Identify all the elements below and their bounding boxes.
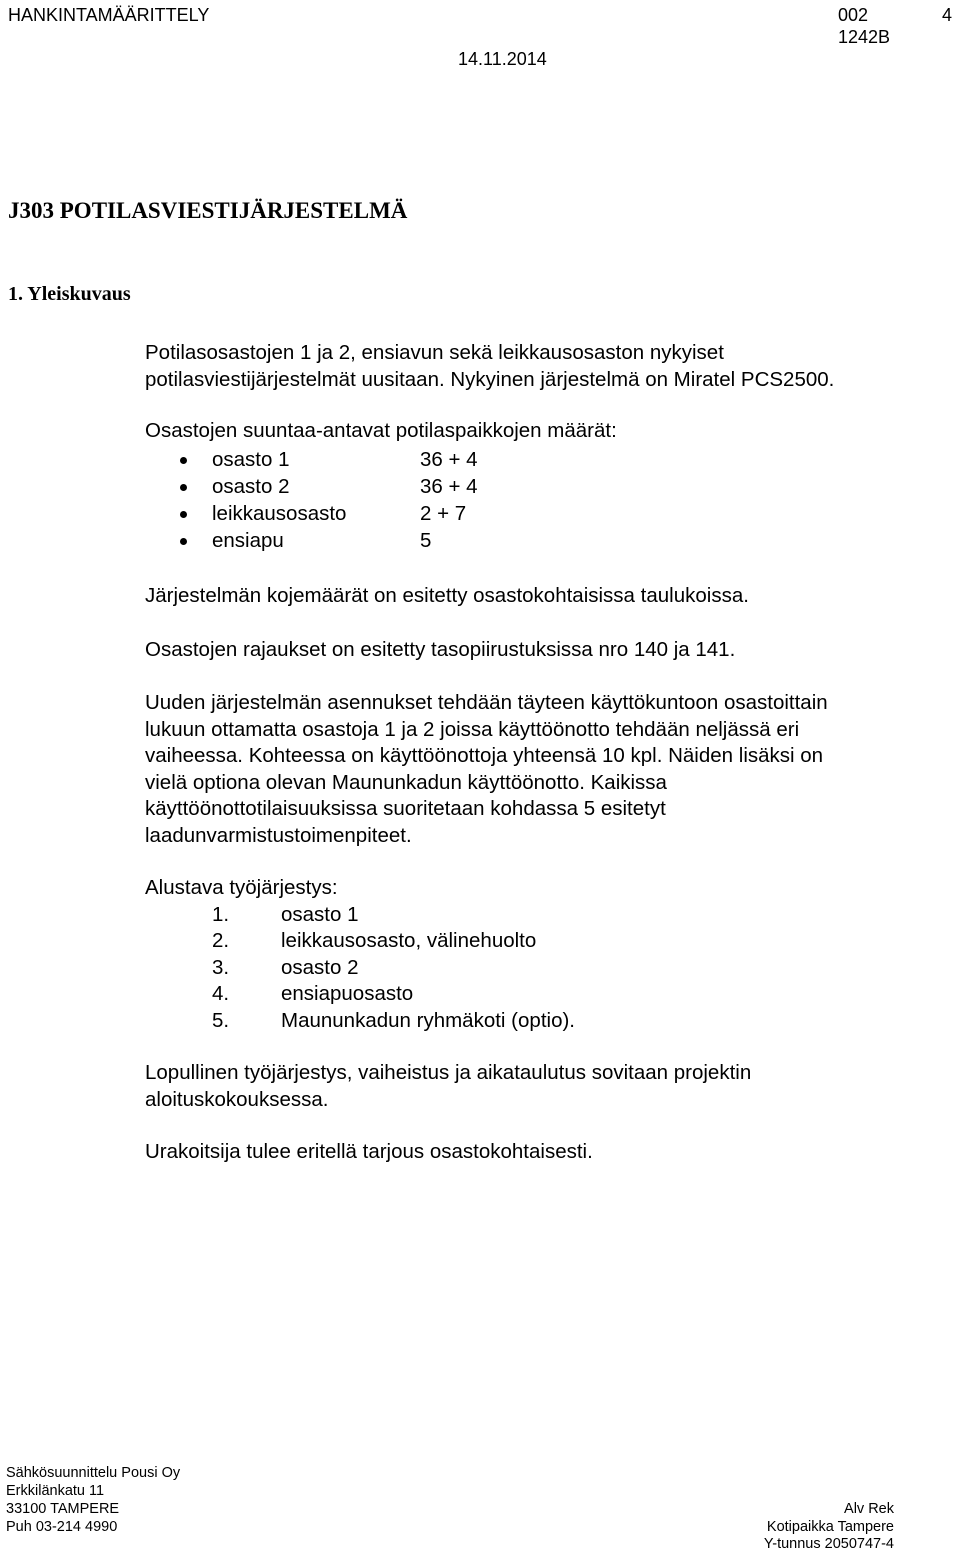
text-line: vaiheessa. Kohteessa on käyttöönottoja yhteensä 10 kpl. Näiden lisäksi on: [145, 744, 824, 767]
list-number: 2.: [212, 929, 230, 952]
bullet-name: osasto 1: [212, 448, 290, 471]
list-text: leikkausosasto, välinehuolto: [281, 929, 537, 952]
worklist-intro: Alustava työjärjestys:: [145, 876, 338, 899]
text-line: potilasviestijärjestelmät uusitaan. Nykyinen järjestelmä on Miratel PCS2500.: [145, 367, 835, 391]
bullet-value: 5: [420, 529, 432, 552]
list-text: Maununkadun ryhmäkoti (optio).: [281, 1009, 575, 1032]
boundaries-paragraph: Osastojen rajaukset on esitetty tasopiirustuksissa nro 140 ja 141.: [145, 638, 736, 661]
text-line: käyttöönottotilaisuuksissa suoritetaan kohdassa 5 esitetyt: [145, 797, 666, 820]
equipment-paragraph: Järjestelmän kojemäärät on esitetty osastokohtaisissa taulukoissa.: [145, 584, 749, 607]
bullet-name: osasto 2: [212, 475, 290, 498]
list-number: 3.: [212, 956, 230, 979]
list-number: 5.: [212, 1009, 230, 1032]
bullet-icon: [180, 457, 187, 464]
footer-domicile: Kotipaikka Tampere: [766, 1519, 894, 1535]
document-date: 14.11.2014: [458, 49, 547, 69]
footer-vat: Alv Rek: [844, 1501, 894, 1517]
list-text: ensiapuosasto: [281, 982, 414, 1005]
bullet-name: leikkausosasto: [212, 502, 347, 525]
bullet-value: 36 + 4: [420, 448, 478, 471]
bullet-icon: [180, 538, 187, 545]
document-code: 002: [838, 5, 869, 25]
bullet-name: ensiapu: [212, 529, 284, 552]
bullet-icon: [180, 511, 187, 518]
text-line: vielä optiona olevan Maununkadun käyttöönotto. Kaikissa: [145, 770, 667, 794]
list-text: osasto 2: [281, 956, 359, 979]
text-line: laadunvarmistustoimenpiteet.: [145, 823, 412, 847]
footer-city: 33100 TAMPERE: [6, 1501, 120, 1517]
project-number: 1242B: [838, 27, 891, 47]
page-number: 4: [942, 5, 953, 25]
page-title: J303 POTILASVIESTIJÄRJESTELMÄ: [8, 198, 408, 223]
text-line: Lopullinen työjärjestys, vaiheistus ja aikataulutus sovitaan projektin: [145, 1061, 752, 1084]
list-text: osasto 1: [281, 903, 359, 926]
list-number: 4.: [212, 982, 230, 1005]
bullets-intro: Osastojen suuntaa-antavat potilaspaikkojen määrät:: [145, 419, 617, 442]
footer-phone: Puh 03-214 4990: [6, 1519, 118, 1535]
bullet-value: 2 + 7: [420, 502, 467, 525]
intro-paragraph: [145, 340, 935, 393]
tender-paragraph: Urakoitsija tulee eritellä tarjous osastokohtaisesti.: [145, 1140, 593, 1163]
bullet-icon: [180, 484, 187, 491]
bullet-value: 36 + 4: [420, 475, 478, 498]
final-schedule-paragraph: [145, 1060, 935, 1113]
list-number: 1.: [212, 903, 230, 926]
document-type: HANKINTAMÄÄRITTELY: [8, 5, 210, 25]
installation-paragraph: [145, 690, 935, 849]
text-line: Uuden järjestelmän asennukset tehdään täyteen käyttökuntoon osastoittain: [145, 691, 828, 714]
text-line: aloituskokouksessa.: [145, 1087, 329, 1111]
text-line: lukuun ottamatta osastoja 1 ja 2 joissa käyttöönotto tehdään neljässä eri: [145, 717, 800, 741]
footer-company: Sähkösuunnittelu Pousi Oy: [6, 1465, 181, 1481]
text-line: Potilasosastojen 1 ja 2, ensiavun sekä leikkausosaston nykyiset: [145, 341, 724, 364]
footer-business-id: Y-tunnus 2050747-4: [763, 1536, 894, 1552]
footer-street: Erkkilänkatu 11: [6, 1483, 105, 1499]
section-heading: 1. Yleiskuvaus: [8, 283, 131, 305]
